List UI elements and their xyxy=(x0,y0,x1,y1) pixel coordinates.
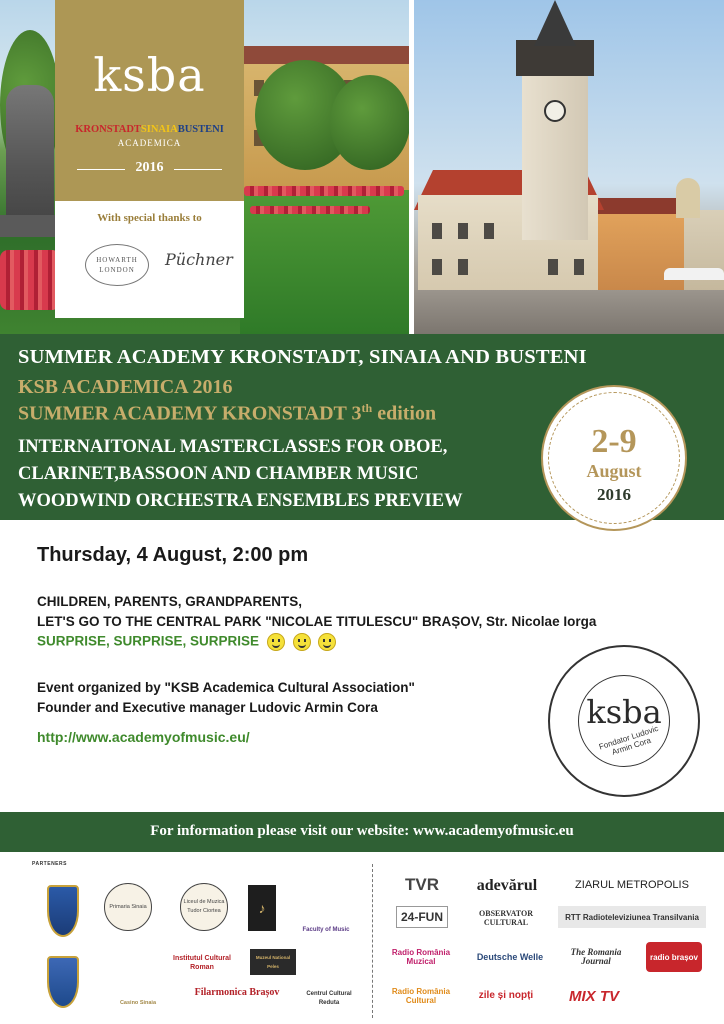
town-square xyxy=(414,290,724,334)
radio-romania-cultural-logo: Radio România Cultural xyxy=(391,987,451,1005)
founder-line: Founder and Executive manager Ludovic Armin Cora xyxy=(37,700,378,715)
smiley-icon xyxy=(293,633,311,651)
music-school-logo: ♪ xyxy=(248,885,276,931)
partners-label: PARTENERS xyxy=(32,861,67,867)
brasov-crest-icon xyxy=(47,885,79,937)
24-fun-logo: 24-FUN xyxy=(396,906,448,928)
info-bar xyxy=(0,812,724,852)
title-band xyxy=(0,334,724,520)
event-line-1: CHILDREN, PARENTS, GRANDPARENTS, xyxy=(37,594,303,609)
stamp-logo: ksba xyxy=(586,693,662,731)
radio-brasov-logo: radio brașov xyxy=(646,942,702,972)
filarmonica-brasov-logo: Filarmonica Brașov xyxy=(194,986,280,998)
surprise-line: SURPRISE, SURPRISE, SURPRISE xyxy=(37,633,336,651)
statue xyxy=(6,85,54,225)
thanks-text: With special thanks to xyxy=(97,212,202,224)
partners-section xyxy=(0,852,724,1024)
ksba-subtitle: KRONSTADTSINAIABUSTENI xyxy=(75,124,224,135)
mix-tv-logo: MIX TV xyxy=(568,987,619,1005)
faculty-of-music-logo: Faculty of Music xyxy=(302,927,350,933)
event-date: Thursday, 4 August, 2:00 pm xyxy=(37,544,309,566)
date-badge xyxy=(541,385,687,531)
puchner-logo: Püchner xyxy=(165,250,233,269)
logo-year: 2016 xyxy=(55,160,244,176)
peles-museum-logo: Muzeul National Peles xyxy=(250,949,296,975)
metropolis-logo: ZIARUL METROPOLIS xyxy=(575,878,689,891)
event-line-2: LET'S GO TO THE CENTRAL PARK "NICOLAE TITULESCU" BRAȘOV, Str. Nicolae Iorga xyxy=(37,614,597,629)
radio-romania-muzical-logo: Radio România Muzical xyxy=(391,948,451,966)
liceul-muzica-logo: Liceul de Muzica Tudor Ciortea xyxy=(180,883,228,931)
date-month: August xyxy=(586,461,642,481)
date-range: 2-9 xyxy=(591,423,637,460)
icr-logo: Institutul Cultural Roman xyxy=(173,955,231,971)
logo-panel xyxy=(55,0,244,318)
adevarul-logo: adevărul xyxy=(476,876,538,894)
info-text: For information please visit our website: www.academyofmusic.eu xyxy=(150,823,574,839)
council-square-photo xyxy=(414,0,724,334)
deutsche-welle-logo: Deutsche Welle xyxy=(476,951,544,962)
masterclass-line-3: WOODWIND ORCHESTRA ENSEMBLES PREVIEW xyxy=(18,491,463,511)
rtt-logo: RTT Radioteleviziunea Transilvania xyxy=(558,906,706,928)
association-stamp xyxy=(548,645,700,797)
stamp-founder: Fondator Ludovic Armin Cora xyxy=(597,723,660,757)
smiley-icon xyxy=(267,633,285,651)
website-link[interactable]: http://www.academyofmusic.eu/ xyxy=(37,729,250,745)
ksba-logo: ksba xyxy=(93,48,206,102)
howarth-logo: HOWARTH LONDON xyxy=(85,244,149,286)
ksba-logo-block xyxy=(55,0,244,201)
organizer-line: Event organized by "KSB Academica Cultural Association" xyxy=(37,680,415,695)
zile-nopti-logo: zile și nopți xyxy=(478,989,534,1001)
casino-sinaia-logo: Casino Sinaia xyxy=(119,1000,157,1006)
tvr-logo: TVR xyxy=(405,874,439,894)
event-details xyxy=(0,520,724,812)
sinaia-crest-icon xyxy=(47,956,79,1008)
masterclass-line-1: INTERNAITONAL MASTERCLASSES FOR OBOE, xyxy=(18,437,448,457)
ksba-academica: ACADEMICA xyxy=(117,138,182,148)
reduta-logo: Centrul Cultural Reduta xyxy=(306,991,352,1006)
subtitle-1: KSB ACADEMICA 2016 xyxy=(18,376,233,398)
primaria-sinaia-logo: Primaria Sinaia xyxy=(104,883,152,931)
clock-icon xyxy=(544,100,566,122)
observator-cultural-logo: OBSERVATOR CULTURAL xyxy=(479,909,533,927)
date-year: 2016 xyxy=(597,485,631,504)
main-title: SUMMER ACADEMY KRONSTADT, SINAIA AND BUSTENI xyxy=(18,346,587,368)
partners-divider xyxy=(372,864,373,1018)
masterclass-line-2: CLARINET,BASSOON AND CHAMBER MUSIC xyxy=(18,464,419,484)
subtitle-2: SUMMER ACADEMY KRONSTADT 3th edition xyxy=(18,401,437,425)
romania-journal-logo: The Romania Journal xyxy=(570,947,622,966)
smiley-icon xyxy=(318,633,336,651)
